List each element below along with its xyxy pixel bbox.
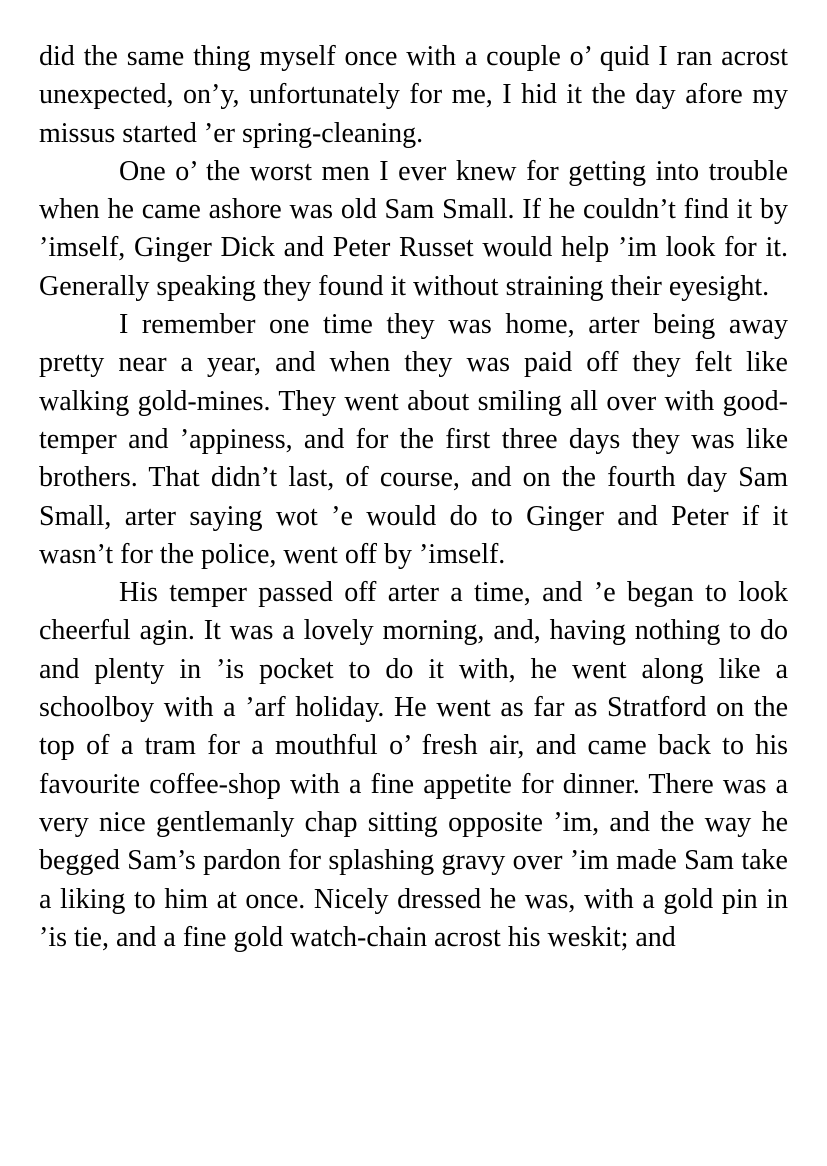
book-page: [39, 38, 788, 957]
paragraph-sam-small-intro: One o’ the worst men I ever knew for getting into trouble when he came ashore was old Sam Small. If he couldn’t find it by ’imself, Ginger Dick and Peter Russet would help ’im look for it. Generally speaking they found it without straining their eyesight.: [39, 155, 788, 302]
paragraph-home-from-voyage: I remember one time they was home, arter being away pretty near a year, and when they was paid off they felt like walking gold-mines. They went about smiling all over with good-temper and ’appiness, and for the first three days they was like brothers. That didn’t last, of course, and on the fourth day Sam Small, arter saying wot ’e would do to Ginger and Peter if it wasn’t for the police, went off by ’imself.: [39, 309, 788, 570]
paragraph-coffee-shop: His temper passed off arter a time, and ’e began to look cheerful agin. It was a lovely morning, and, having nothing to do and plenty in ’is pocket to do it with, he went along like a schoolboy with a ’arf holiday. He went as far as Stratford on the top of a tram for a mouthful o’ fresh air, and came back to his favourite coffee-shop with a fine appetite for dinner. There was a very nice gentlemanly chap sitting opposite ’im, and the way he begged Sam’s pardon for splashing gravy over ’im made Sam take a liking to him at once. Nicely dressed he was, with a gold pin in ’is tie, and a fine gold watch-chain acrost his weskit; and: [39, 577, 788, 953]
paragraph-continued: did the same thing myself once with a couple o’ quid I ran acrost unexpected, on’y, unfortunately for me, I hid it the day afore my missus started ’er spring-cleaning.: [39, 41, 788, 149]
